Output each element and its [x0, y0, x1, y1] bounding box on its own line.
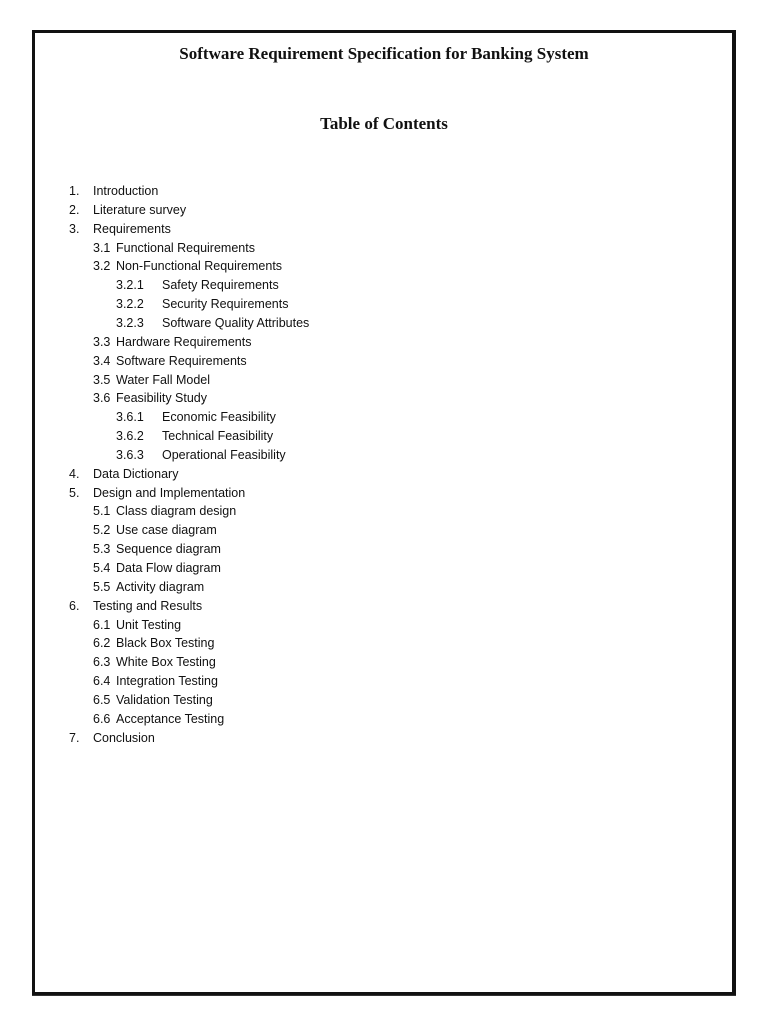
- toc-item-label: White Box Testing: [116, 655, 216, 670]
- toc-item-number: 2.: [69, 202, 80, 217]
- toc-item-label: Literature survey: [93, 202, 187, 217]
- toc-item-label: Use case diagram: [116, 523, 217, 538]
- toc-item-label: Safety Requirements: [162, 278, 279, 293]
- toc-item-label: Unit Testing: [116, 617, 182, 632]
- toc-item-number: 1.: [69, 184, 80, 198]
- toc-item-label: Data Dictionary: [93, 466, 179, 481]
- toc-item-label: Black Box Testing: [116, 636, 215, 651]
- toc-item-label: Security Requirements: [162, 297, 289, 312]
- toc-item-label: Economic Feasibility: [162, 410, 276, 425]
- toc-item-number: 6.4: [93, 674, 111, 689]
- toc-item-label: Activity diagram: [116, 579, 205, 594]
- toc-item-label: Sequence diagram: [116, 542, 221, 557]
- toc-item-number: 3.5: [93, 372, 111, 387]
- toc-item-label: Software Requirements: [116, 353, 247, 368]
- toc-item-label: Technical Feasibility: [162, 429, 274, 444]
- toc-item-number: 5.: [69, 485, 80, 500]
- toc-item-number: 3.3: [93, 334, 111, 349]
- toc-item-label: Data Flow diagram: [116, 561, 221, 575]
- toc-item-label: Class diagram design: [116, 504, 237, 519]
- toc-item-number: 5.4: [93, 561, 111, 575]
- toc-item-label: Testing and Results: [93, 598, 203, 613]
- bottom-rule: [32, 995, 736, 996]
- toc-item-label: Software Quality Attributes: [162, 315, 310, 330]
- toc-item-number: 3.2.3: [116, 315, 144, 330]
- toc-item-label: Operational Feasibility: [162, 447, 286, 462]
- toc-item-label: Design and Implementation: [93, 485, 246, 500]
- toc-item-number: 3.2.2: [116, 297, 144, 312]
- toc-item-label: Non-Functional Requirements: [116, 259, 283, 274]
- toc-item-label: Acceptance Testing: [116, 711, 225, 726]
- toc-item-label: Introduction: [93, 184, 159, 198]
- toc-item-number: 5.2: [93, 523, 111, 538]
- toc-item-number: 6.1: [93, 617, 111, 632]
- toc-item-label: Feasibility Study: [116, 391, 208, 406]
- toc-item-number: 6.6: [93, 711, 111, 726]
- toc-item-number: 6.2: [93, 636, 111, 651]
- document-title: Software Requirement Specification for Banking System: [179, 44, 589, 63]
- toc-item-number: 3.1: [93, 240, 111, 255]
- toc-item-label: Integration Testing: [116, 674, 218, 689]
- toc-item-number: 3.6.2: [116, 429, 144, 444]
- toc-item-number: 5.3: [93, 542, 111, 557]
- toc-item-label: Hardware Requirements: [116, 334, 252, 349]
- toc-heading: Table of Contents: [320, 114, 448, 133]
- toc-item-label: Validation Testing: [116, 692, 213, 707]
- toc-item-number: 5.1: [93, 504, 111, 519]
- toc-item-label: Functional Requirements: [116, 240, 255, 255]
- toc-item-number: 6.3: [93, 655, 111, 670]
- toc-item-number: 3.6.1: [116, 410, 144, 425]
- toc-item-number: 3.4: [93, 353, 111, 368]
- toc-item-number: 3.6.3: [116, 447, 144, 462]
- toc-item-number: 7.: [69, 730, 80, 745]
- toc-item-label: Water Fall Model: [116, 372, 211, 387]
- toc-item-number: 4.: [69, 466, 80, 481]
- toc-item-label: Conclusion: [93, 730, 155, 745]
- toc-item-number: 6.5: [93, 692, 111, 707]
- toc-item-label: Requirements: [93, 221, 171, 236]
- toc-item-number: 3.: [69, 221, 80, 236]
- toc-item-number: 3.2.1: [116, 278, 144, 293]
- toc-item-number: 3.2: [93, 259, 111, 274]
- toc-item-number: 3.6: [93, 391, 111, 406]
- toc-item-number: 5.5: [93, 579, 111, 594]
- toc-item-number: 6.: [69, 598, 80, 613]
